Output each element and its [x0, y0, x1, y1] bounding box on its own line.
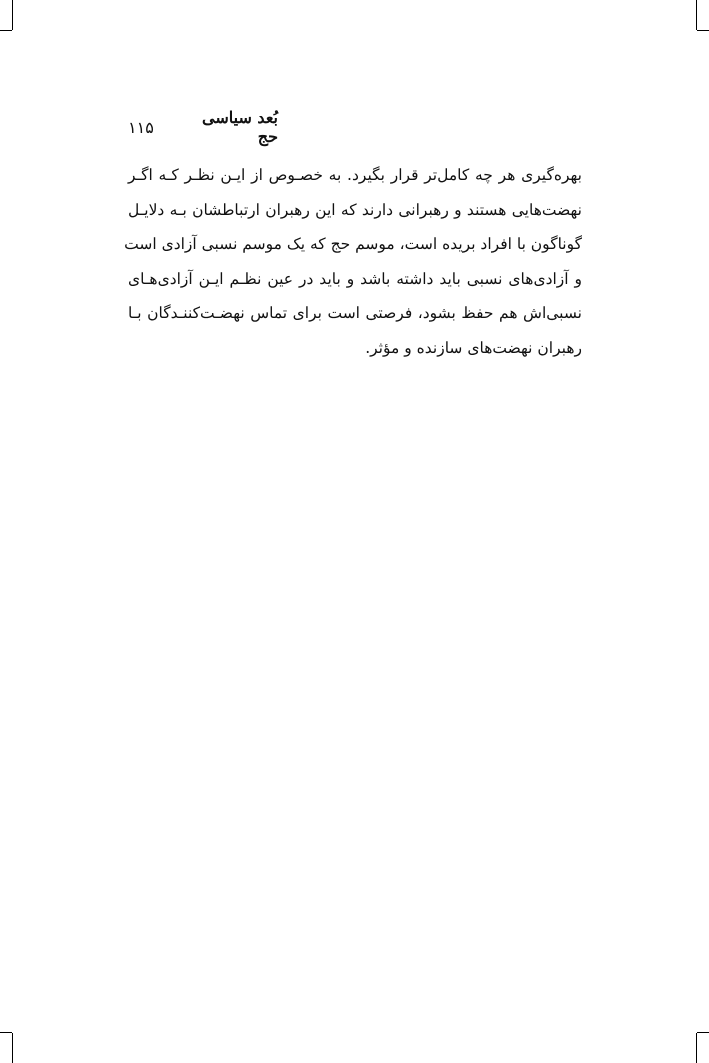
crop-mark-top-left-horizontal	[0, 30, 12, 31]
crop-mark-top-right-horizontal	[697, 30, 709, 31]
crop-mark-bottom-left-horizontal	[0, 1032, 12, 1033]
text-line: نسبی‌اش هم حفظ بشود، فرصتی است برای تماس نهضـت‌کننـدگان بـا	[128, 304, 582, 322]
crop-mark-bottom-right-vertical	[696, 1033, 697, 1063]
crop-mark-bottom-right-horizontal	[697, 1032, 709, 1033]
body-paragraph	[124, 158, 582, 365]
page-number: ۱۱۵	[128, 117, 154, 137]
text-line: بهره‌گیری هر چه کامل‌تر قرار بگیرد. به خصـوص از ایـن نظـر کـه اگـر	[128, 166, 582, 184]
text-line: نهضت‌هایی هستند و رهبرانی دارند که این رهبران ارتباطشان بـه دلایـل	[128, 200, 582, 219]
crop-mark-top-right-vertical	[696, 0, 697, 30]
crop-mark-bottom-left-vertical	[12, 1033, 13, 1063]
text-line: گوناگون با افراد بریده است، موسم حج که یک موسم نسبی آزادی است	[124, 235, 582, 253]
text-line: و آزادی‌های نسبی باید داشته باشد و باید در عین نظـم ایـن آزادی‌هـای	[128, 269, 582, 288]
running-title: بُعد سیاسی حج	[202, 108, 278, 146]
running-head	[128, 108, 278, 146]
crop-mark-top-left-vertical	[12, 0, 13, 30]
text-line: رهبران نهضت‌های سازنده و مؤثر.	[365, 338, 582, 357]
